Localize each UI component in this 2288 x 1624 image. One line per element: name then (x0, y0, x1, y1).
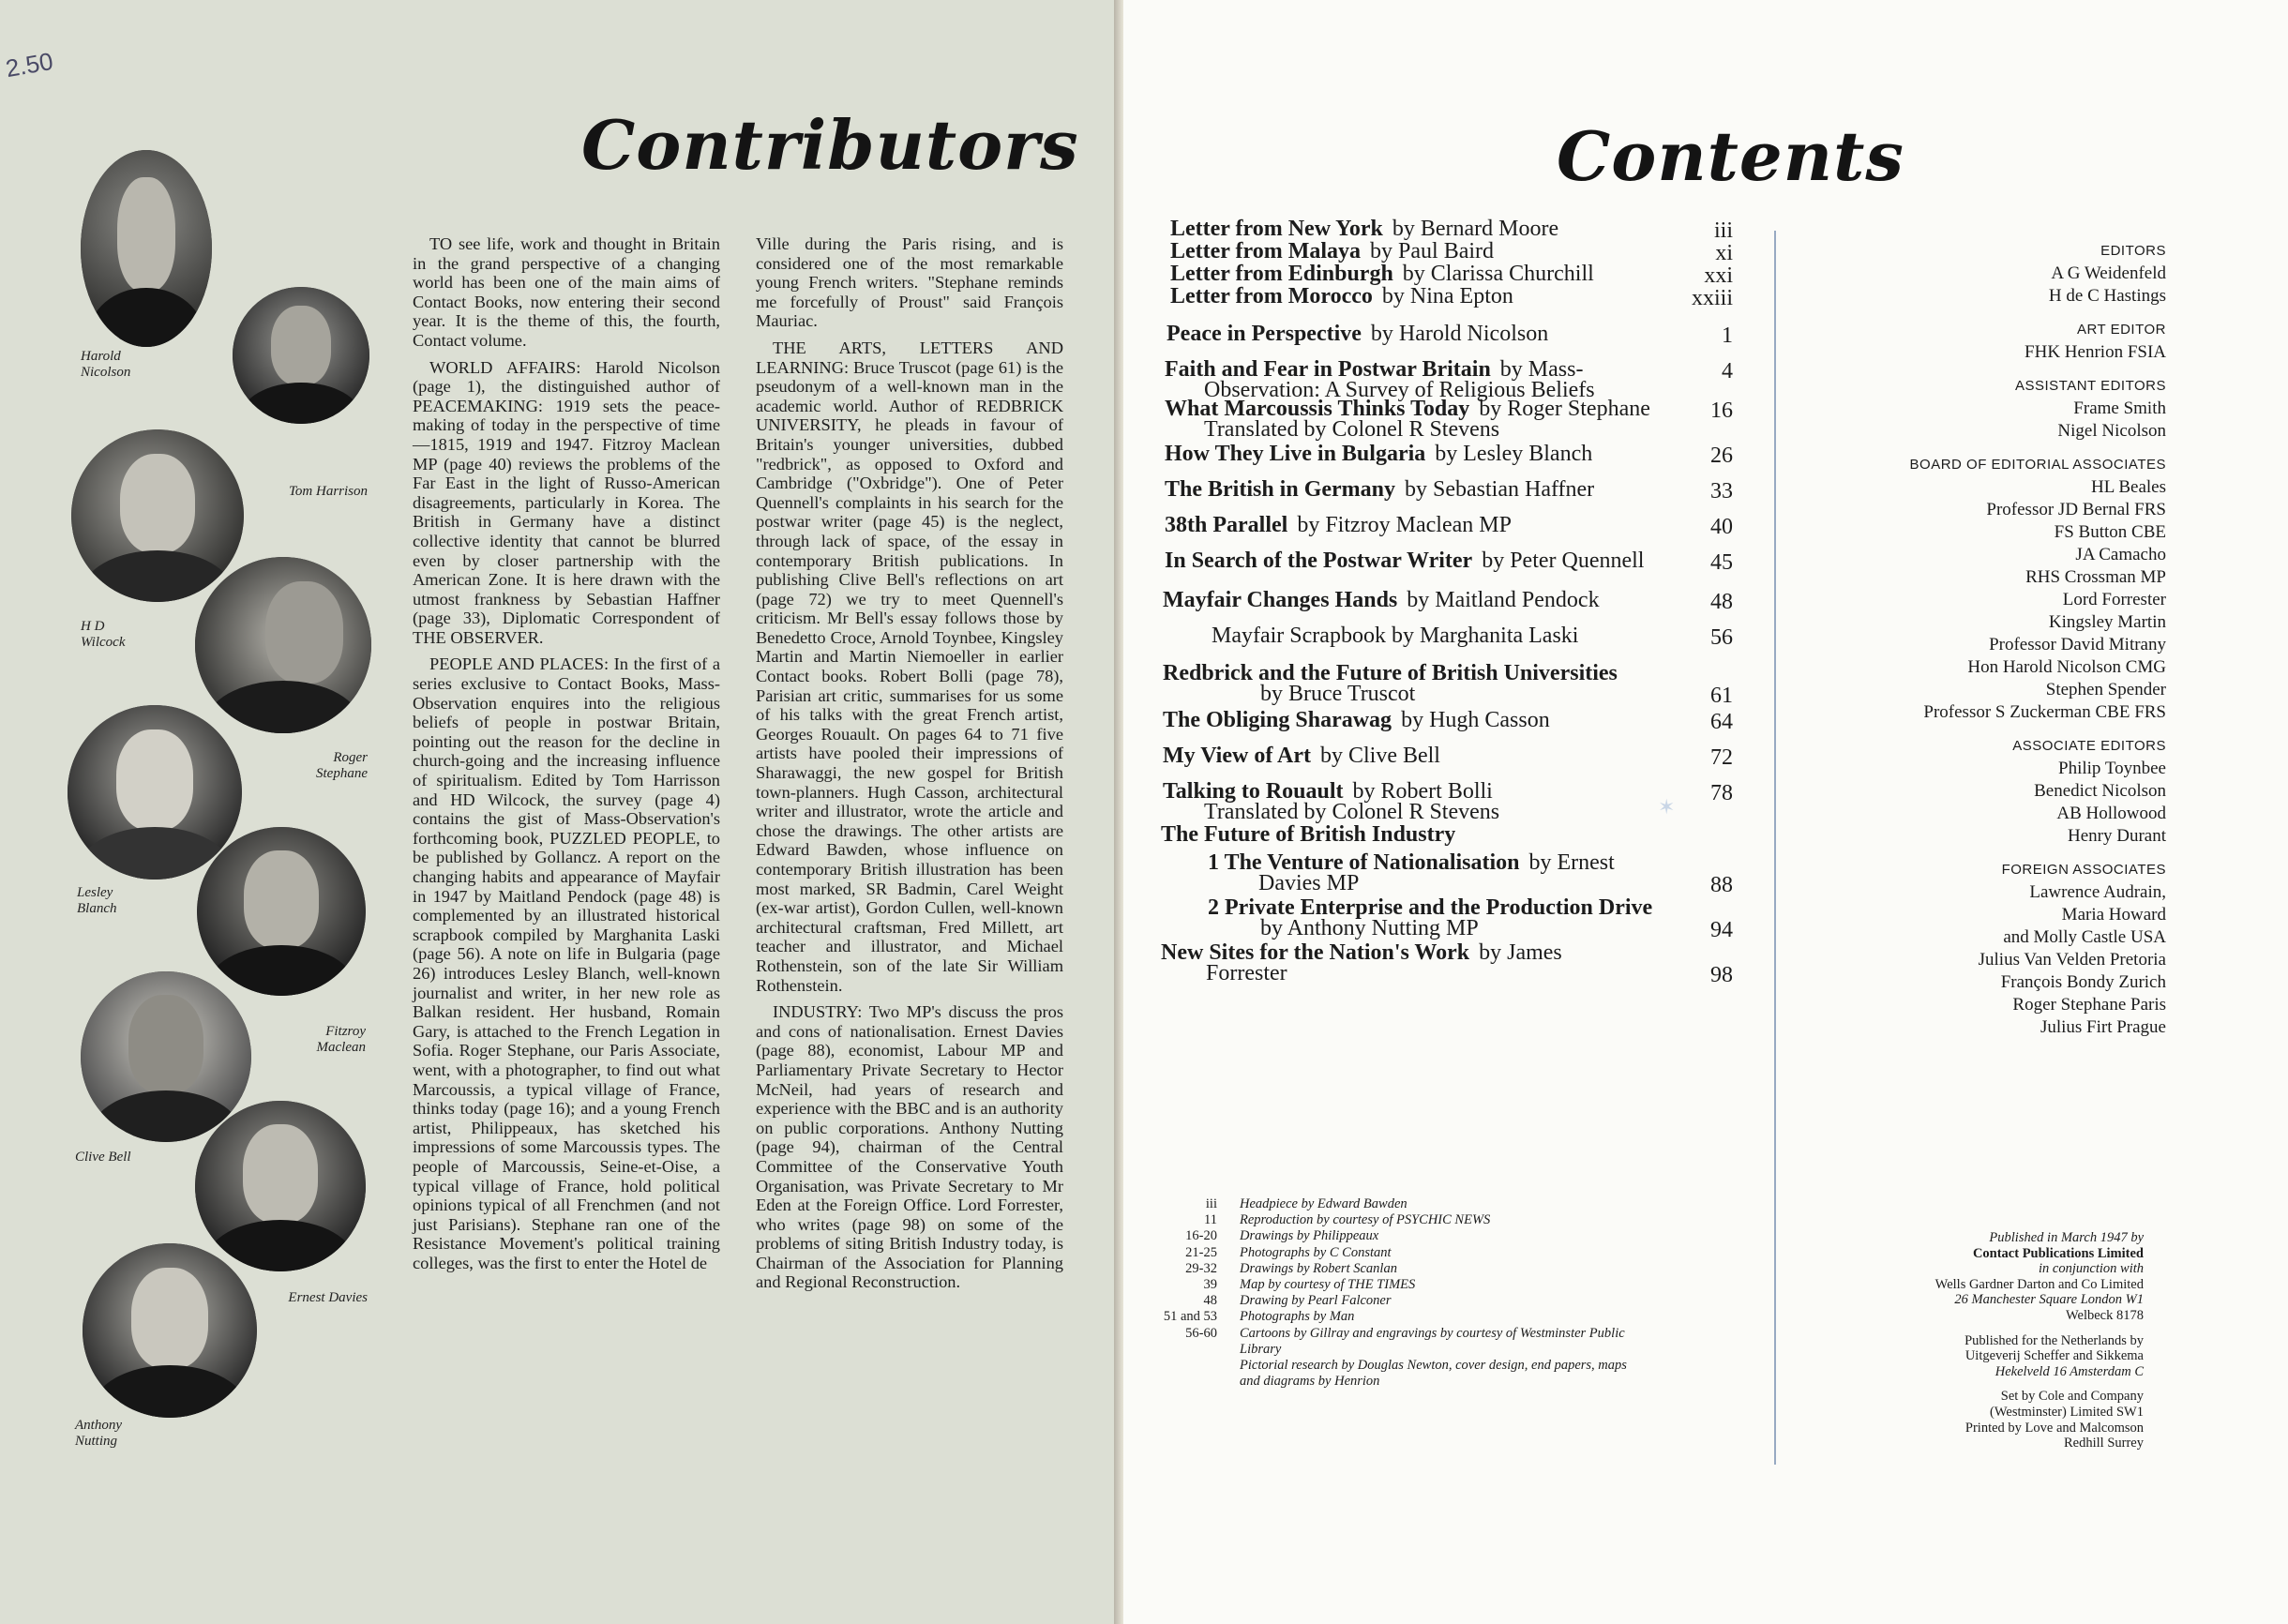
toc-page-number: 1 (1722, 323, 1733, 348)
toc-entry-continuation: Translated by Colonel R Stevens (1204, 800, 1500, 824)
credit-page: 56-60 (1185, 1325, 1217, 1341)
toc-entry-continuation: by Anthony Nutting MP (1260, 916, 1479, 940)
credit-page: iii (1205, 1196, 1217, 1211)
toc-entry-title: Peace in Perspective (1167, 322, 1362, 346)
contributors-column-2 (756, 234, 1063, 1300)
toc-page-number: xxiii (1691, 286, 1733, 310)
toc-entry-author: by Bernard Moore (1392, 217, 1559, 241)
toc-entry-author: by Fitzroy Maclean MP (1297, 513, 1512, 537)
editor-name: Julius Firt Prague (2040, 1017, 2166, 1037)
editor-name: RHS Crossman MP (2025, 567, 2166, 587)
toc-page-number: 72 (1710, 745, 1733, 770)
toc-entry-title: My View of Art (1163, 744, 1311, 768)
credit-description: Photographs by C Constant (1240, 1244, 1392, 1260)
toc-page-number: 61 (1710, 684, 1733, 708)
arts-letters-paragraph: THE ARTS, LETTERS AND LEARNING: Bruce Truscot (page 61) is the pseudonym of a well-known man in the academic world. Author of REDBRICK UNIVERSITY, he pleads in favour of Britain's younger universities, dubbed "redbrick", as opposed to Oxford and Cambridge ("Oxbridge"). One of Peter Quennell's complaints in his search for the postwar writer (page 45) is the neglect, through lack of space, of the essay in contemporary British publications. In publishing Clive Bell's reflections on art (page 72) we try to meet Quennell's criticism. Mr Bell's essay follows those by Benedetto Croce, Arnold Toynbee, Kingsley Martin and Martin Niemoeller in earlier Contact books. Robert Bolli (page 78), Parisian art critic, summarises for us some of his talks with the great French artist, Georges Rouault. On pages 64 to 71 five artists have pooled their impressions of Sharawaggi, the new gospel for British town-planners. Hugh Casson, architectural writer and illustrator, wrote the article and chose the drawings. The other artists are Edward Bawden, whose influence on contemporary British illustration has been most marked, SR Badmin, Carel Weight (ex-war artist), Gordon Cullen, well-known architectural craftsman, Fred Millett, art teacher and illustrator, and Michael Rothenstein, son of the late Sir William Rothenstein. (756, 338, 1063, 995)
editor-group-heading: ASSISTANT EDITORS (2014, 378, 2166, 394)
toc-entry-author: by Lesley Blanch (1435, 442, 1593, 466)
editor-name: Philip Toynbee (2058, 759, 2166, 778)
credit-page: 51 and 53 (1163, 1309, 1217, 1325)
toc-entry-author: by James (1479, 940, 1562, 965)
editor-name: François Bondy Zurich (2000, 972, 2166, 992)
pencil-price-mark: 2.50 (3, 46, 55, 83)
illustration-credits (1152, 1196, 1733, 1390)
credit-description: Reproduction by courtesy of PSYCHIC NEWS (1240, 1212, 1491, 1228)
credit-description: Library (1240, 1341, 1282, 1357)
editor-name: JA Camacho (2075, 545, 2166, 564)
credit-row (1152, 1228, 1733, 1244)
toc-page-number: xxi (1704, 263, 1733, 288)
editor-name: Frame Smith (2073, 398, 2166, 418)
editor-name: Professor JD Bernal FRS (1986, 500, 2166, 519)
publisher-netherlands: Published for the Netherlands by Uitgeverij Scheffer and Sikkema Hekelveld 16 Amsterdam C (1964, 1332, 2144, 1379)
toc-entry-author: by Robert Bolli (1352, 779, 1493, 804)
toc-entry-author: by Nina Epton (1381, 284, 1513, 308)
toc-entry-author: by Ernest (1528, 850, 1615, 875)
credit-description: Headpiece by Edward Bawden (1240, 1196, 1407, 1211)
publisher-uk: Published in March 1947 by Contact Publications Limited in conjunction with Wells Gardner Darton and Co Limited 26 Manchester Square London W1 Welbeck 8178 (1934, 1230, 2144, 1323)
toc-page-number: 88 (1710, 873, 1733, 897)
editor-name: Professor David Mitrany (1989, 635, 2166, 654)
toc-entry-title: The Future of British Industry (1161, 822, 1456, 847)
people-and-places-paragraph: PEOPLE AND PLACES: In the first of a series exclusive to Contact Books, Mass-Observation enquires into the religious beliefs of people in postwar Britain, pointing out the reason for the decline in church-going and the increasing influence of spiritualism. Edited by Tom Harrisson and HD Wilcock, the survey (page 4) contains the gist of Mass-Observation's forthcoming book, PUZZLED PEOPLE, to be published by Gollancz. A report on the changing habits and appearance of Mayfair in 1947 by Maitland Pendock (page 48) is complemented by an illustrated historical scrapbook compiled by Marghanita Laski (page 56). A note on life in Bulgaria (page 26) introduces Lesley Blanch, well-known journalist and writer, in her new role as Balkan resident. Her husband, Romain Gary, is attached to the French Legation in Sofia. Roger Stephane, our Paris Associate, went, with a photographer, to find out what Marcoussis, a typical village of France, thinks today (page 16); and a young French artist, Philippeaux, has sketched his impressions of some Marcoussis types. The people of Marcoussis, Seine-et-Oise, a typical village of France, hold political opinions typical of all Frenchmen (and not just Parisians). Stephane ran one of the Resistance Movement's political training colleges, was the first to enter the Hotel de (413, 654, 720, 1272)
editor-name: Benedict Nicolson (2034, 781, 2166, 801)
credit-description: and diagrams by Henrion (1240, 1374, 1380, 1390)
editor-name: Nigel Nicolson (2057, 421, 2166, 441)
credit-page: 16-20 (1185, 1228, 1217, 1244)
contributors-column-1 (413, 234, 720, 1280)
editor-group-heading: ART EDITOR (2076, 322, 2166, 338)
credit-page: 11 (1204, 1212, 1217, 1228)
toc-page-number: 4 (1722, 359, 1733, 383)
toc-page-number: iii (1713, 218, 1733, 243)
toc-entry-title: Faith and Fear in Postwar Britain (1165, 357, 1491, 382)
stephane-continued-paragraph: Ville during the Paris rising, and is considered one of the most remarkable young French writers. "Stephane reminds me forcefully of Proust" said François Mauriac. (756, 234, 1063, 331)
editor-name: Professor S Zuckerman CBE FRS (1923, 702, 2166, 722)
credit-row (1152, 1293, 1733, 1309)
toc-entry-title: Mayfair Changes Hands (1163, 588, 1398, 612)
portrait-harold-nicolson (81, 150, 212, 347)
toc-entry-author: by Roger Stephane (1479, 397, 1650, 421)
editor-name: FS Button CBE (2054, 522, 2166, 542)
toc-entry-author: by Paul Baird (1370, 239, 1495, 263)
caption-lesley-blanch: Lesley Blanch (77, 885, 117, 916)
editor-name: Roger Stephane Paris (2012, 995, 2166, 1015)
credit-row (1152, 1342, 1733, 1358)
toc-page-number: 26 (1710, 444, 1733, 468)
credit-row (1152, 1196, 1733, 1212)
toc-entry-title: Letter from Edinburgh (1170, 262, 1393, 286)
editor-name: Henry Durant (2068, 826, 2166, 846)
editor-name: Julius Van Velden Pretoria (1978, 950, 2166, 970)
contributors-title: Contributors (581, 105, 1079, 185)
toc-page-number: 78 (1710, 781, 1733, 805)
editor-group-heading: BOARD OF EDITORIAL ASSOCIATES (1909, 457, 2166, 473)
credit-row (1152, 1212, 1733, 1228)
caption-harold-nicolson: Harold Nicolson (81, 349, 131, 380)
editor-name: A G Weidenfeld (2051, 263, 2166, 283)
toc-entry-author: by Hugh Casson (1401, 708, 1550, 732)
toc-entry-author: by Peter Quennell (1482, 549, 1645, 573)
toc-entry-title: 2 Private Enterprise and the Production Drive (1208, 895, 1653, 920)
toc-entry-author: by Clarissa Churchill (1402, 262, 1594, 286)
editor-name: FHK Henrion FSIA (2025, 342, 2166, 362)
toc-entry-title: New Sites for the Nation's Work (1161, 940, 1470, 965)
portrait-tom-harrison (233, 287, 369, 424)
toc-entry-continuation: by Bruce Truscot (1260, 682, 1416, 706)
toc-entry-title: Letter from Malaya (1170, 239, 1362, 263)
world-affairs-paragraph: WORLD AFFAIRS: Harold Nicolson (page 1), the distinguished author of PEACEMAKING: 1919 sets the peace-making of today in the perspective of time—1815, 1919 and 1947. Fitzroy Maclean MP (page 40) reviews the problems of the Far East in the light of Russo-American disagreements, particularly in Korea. The British in Germany have a distinct collective identity that cannot be blurred even by closer partnership with the American Zone. It is here drawn with the utmost frankness by Sebastian Haffner (page 33), Diplomatic Correspondent of THE OBSERVER. (413, 357, 720, 647)
toc-entry-author: by Mass- (1499, 357, 1584, 382)
toc-entry-continuation: Davies MP (1258, 871, 1360, 895)
credit-description: Drawings by Philippeaux (1240, 1228, 1379, 1244)
editor-name: HL Beales (2090, 477, 2166, 497)
credit-row (1152, 1245, 1733, 1261)
toc-entry-title: Redbrick and the Future of British Universities (1163, 661, 1618, 685)
toc-entry-title: 38th Parallel (1165, 513, 1288, 537)
caption-hd-wilcock: H D Wilcock (81, 619, 126, 650)
publisher-imprint (1782, 1230, 2144, 1461)
toc-entry-title: Talking to Rouault (1163, 779, 1344, 804)
toc-entry-title: What Marcoussis Thinks Today (1165, 397, 1470, 421)
toc-page-number: 94 (1710, 918, 1733, 942)
printer-credit: Set by Cole and Company (Westminster) Limited SW1 Printed by Love and Malcomson Redhill Surrey (1964, 1389, 2144, 1451)
toc-page-number: 40 (1710, 515, 1733, 539)
ink-speck: ✶ (1658, 795, 1676, 819)
editor-group-heading: EDITORS (2100, 243, 2166, 259)
credit-row (1152, 1374, 1733, 1390)
credit-description: Drawing by Pearl Falconer (1240, 1293, 1392, 1309)
credit-page: 39 (1203, 1276, 1217, 1292)
editor-name: H de C Hastings (2048, 286, 2166, 306)
toc-entry-title: Letter from New York (1170, 217, 1383, 241)
credit-description: Pictorial research by Douglas Newton, cover design, end papers, maps (1240, 1357, 1627, 1373)
toc-page-number: 48 (1710, 590, 1733, 614)
editor-group-heading: FOREIGN ASSOCIATES (2001, 862, 2166, 878)
portrait-anthony-nutting (83, 1243, 257, 1418)
toc-page-number: 45 (1710, 550, 1733, 575)
editor-group-heading: ASSOCIATE EDITORS (2012, 738, 2166, 754)
toc-entry-author: by Harold Nicolson (1370, 322, 1549, 346)
toc-page-number: 98 (1710, 963, 1733, 987)
editor-name: and Molly Castle USA (2003, 927, 2166, 947)
toc-page-number: 16 (1710, 398, 1733, 423)
toc-entry-title: The British in Germany (1165, 477, 1396, 502)
editor-name: Hon Harold Nicolson CMG (1967, 657, 2166, 677)
caption-anthony-nutting: Anthony Nutting (75, 1418, 122, 1449)
editorial-staff (1782, 229, 2166, 1039)
toc-entry-continuation: Translated by Colonel R Stevens (1204, 417, 1500, 442)
intro-paragraph: TO see life, work and thought in Britain in the grand perspective of a changing world has been one of the main aims of Contact Books, now entering their second year. It is the theme of this, the fourth, Contact volume. (413, 234, 720, 350)
toc-entry-author: by Sebastian Haffner (1405, 477, 1595, 502)
industry-paragraph: INDUSTRY: Two MP's discuss the pros and cons of nationalisation. Ernest Davies (page 88), economist, Labour MP and Parliamentary Private Secretary to Hector McNeil, had years of research and experience with the BBC and is an authority on public corporations. Anthony Nutting (page 94), chairman of the Central Committee of the Conservative Youth Organisation, was Private Secretary to Mr Eden at the Foreign Office. Lord Forrester, who writes (page 98) on some of the problems of siting British Industry today, is Chairman of the Association for Planning and Regional Reconstruction. (756, 1002, 1063, 1292)
editor-name: AB Hollowood (2056, 804, 2166, 823)
portrait-fitzroy-maclean (197, 827, 366, 996)
credit-description: Map by courtesy of THE TIMES (1240, 1276, 1416, 1292)
credit-row (1152, 1326, 1733, 1342)
toc-entry-author: Mayfair Scrapbook by Marghanita Laski (1212, 624, 1579, 648)
toc-entry-title: Letter from Morocco (1170, 284, 1373, 308)
editor-name: Lord Forrester (2062, 590, 2166, 609)
editor-name: Kingsley Martin (2048, 612, 2166, 632)
credit-page: 29-32 (1185, 1260, 1217, 1276)
toc-entry-title: 1 The Venture of Nationalisation (1208, 850, 1520, 875)
toc-page-number: xi (1715, 241, 1733, 265)
caption-fitzroy-maclean: Fitzroy Maclean (316, 1024, 366, 1055)
toc-entry-title: How They Live in Bulgaria (1165, 442, 1426, 466)
toc-page-number: 56 (1710, 625, 1733, 650)
toc-entry-title: The Obliging Sharawag (1163, 708, 1392, 732)
toc-entry-title: In Search of the Postwar Writer (1165, 549, 1473, 573)
toc-entry-author: by Maitland Pendock (1407, 588, 1600, 612)
credit-row (1152, 1358, 1733, 1374)
caption-clive-bell: Clive Bell (75, 1150, 131, 1165)
credit-row (1152, 1261, 1733, 1277)
toc-entry-continuation: Forrester (1206, 961, 1287, 985)
toc-entry-continuation: Observation: A Survey of Religious Beliefs (1204, 378, 1595, 402)
credit-page: 48 (1203, 1293, 1217, 1309)
editor-name: Maria Howard (2061, 905, 2166, 925)
credit-row (1152, 1277, 1733, 1293)
toc-page-number: 64 (1710, 710, 1733, 734)
caption-tom-harrison: Tom Harrison (288, 484, 368, 499)
credit-description: Cartoons by Gillray and engravings by courtesy of Westminster Public (1240, 1325, 1625, 1341)
editor-name: Lawrence Audrain, (2029, 882, 2166, 902)
caption-ernest-davies: Ernest Davies (288, 1290, 368, 1305)
contributors-page (0, 0, 1123, 1624)
credit-row (1152, 1309, 1733, 1325)
credit-page: 21-25 (1185, 1244, 1217, 1260)
caption-roger-stephane: Roger Stephane (316, 750, 368, 781)
credit-description: Drawings by Robert Scanlan (1240, 1260, 1397, 1276)
editor-name: Stephen Spender (2045, 680, 2166, 699)
toc-entry-author: by Clive Bell (1319, 744, 1440, 768)
toc-page-number: 33 (1710, 479, 1733, 504)
column-divider (1774, 231, 1776, 1465)
credit-description: Photographs by Man (1240, 1309, 1355, 1325)
contents-title: Contents (1557, 116, 1904, 196)
